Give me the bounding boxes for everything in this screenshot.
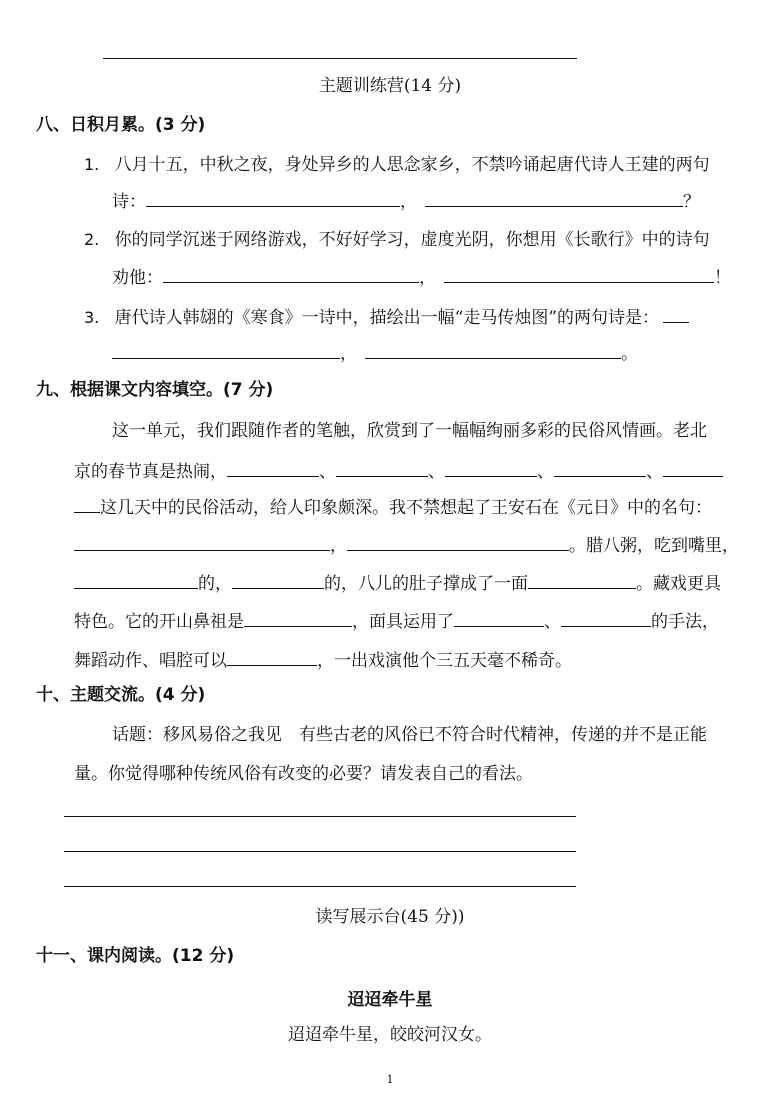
s9-blank-6[interactable] — [74, 532, 330, 551]
s9-line7-a: 舞蹈动作、唱腔可以 — [74, 651, 227, 671]
q3-sep: ， — [340, 344, 357, 364]
q3-end: 。 — [621, 344, 638, 364]
q1-number: 1. — [84, 155, 100, 174]
s9-dun-4: 、 — [646, 462, 663, 482]
s9-line2-prefix: 京的春节真是热闹， — [74, 462, 227, 482]
q2-prefix: 劝他： — [112, 268, 163, 288]
q2-blank-2[interactable] — [444, 264, 714, 283]
q3-blank-1[interactable] — [112, 340, 340, 359]
poem-line-1: 迢迢牵牛星，皎皎河汉女。 — [288, 1025, 492, 1045]
section-10-heading: 十、主题交流。(4 分) — [36, 685, 206, 705]
q2-line1 — [84, 228, 710, 252]
s9-blank-3[interactable] — [445, 458, 537, 477]
s9-blank-5a[interactable] — [663, 458, 723, 477]
s9-line5-b: 的，八儿的肚子撑成了一面 — [324, 574, 528, 594]
s9-blank-10[interactable] — [528, 570, 636, 589]
q2-end: ！ — [714, 268, 731, 288]
q1-blank-1[interactable] — [146, 188, 400, 207]
s10-line1: 话题：移风易俗之我见 有些古老的风俗已不符合时代精神，传递的并不是正能 — [112, 725, 707, 745]
q3-line1 — [84, 304, 689, 330]
q2-number: 2. — [84, 230, 100, 249]
s9-blank-8[interactable] — [74, 570, 198, 589]
s9-line6-a: 特色。它的开山鼻祖是 — [74, 612, 244, 632]
q3-text: 唐代诗人韩翃的《寒食》一诗中，描绘出一幅“走马传烛图”的两句诗是： — [114, 308, 660, 328]
q1-blank-2[interactable] — [425, 188, 683, 207]
q1-line2 — [112, 188, 700, 214]
s9-dun-1: 、 — [319, 462, 336, 482]
q1-end: ？ — [683, 192, 700, 212]
s10-line2: 量。你觉得哪种传统风俗有改变的必要？请发表自己的看法。 — [74, 764, 533, 784]
q3-number: 3. — [84, 308, 100, 327]
q1-line1 — [84, 153, 710, 177]
s9-line5-a: 的， — [198, 574, 232, 594]
s9-line3-text: 这几天中的民俗活动，给人印象颇深。我不禁想起了王安石在《元日》中的名句： — [100, 498, 712, 518]
answer-line-1[interactable] — [64, 816, 576, 817]
s9-line5 — [74, 570, 721, 596]
s9-blank-1[interactable] — [227, 458, 319, 477]
q1-prefix: 诗： — [112, 192, 146, 212]
q3-blank-2[interactable] — [365, 340, 621, 359]
section-8-heading: 八、日积月累。(3 分) — [36, 115, 206, 135]
s9-blank-5b[interactable] — [74, 494, 100, 513]
section-9-heading: 九、根据课文内容填空。(7 分) — [36, 380, 274, 400]
theme-training-title: 主题训练营(14 分) — [318, 76, 462, 96]
s9-dun-3: 、 — [537, 462, 554, 482]
s9-blank-2[interactable] — [336, 458, 428, 477]
s9-line6 — [74, 608, 719, 634]
q2-line2 — [112, 264, 731, 290]
q3-line2 — [112, 340, 638, 366]
s9-line2 — [74, 458, 723, 484]
s9-blank-7[interactable] — [347, 532, 569, 551]
s9-line7-b: ，一出戏演他个三五天毫不稀奇。 — [317, 651, 572, 671]
s9-blank-14[interactable] — [227, 647, 317, 666]
s9-line6-d: 的手法， — [651, 612, 719, 632]
section-11-heading: 十一、课内阅读。(12 分) — [36, 946, 235, 966]
page-number: 1 — [386, 1073, 394, 1086]
s9-line5-c: 。藏戏更具 — [636, 574, 721, 594]
q1-sep: ， — [400, 192, 417, 212]
poem-title: 迢迢牵牛星 — [347, 990, 433, 1010]
s9-line4-sep: ， — [330, 536, 347, 556]
s9-blank-13[interactable] — [561, 608, 651, 627]
s9-blank-11[interactable] — [244, 608, 352, 627]
q2-sep: ， — [419, 268, 436, 288]
s9-line4-text: 。腊八粥，吃到嘴里， — [569, 536, 739, 556]
s9-line4 — [74, 532, 739, 558]
s9-blank-9[interactable] — [232, 570, 324, 589]
q3-blank-0[interactable] — [663, 304, 689, 323]
answer-line-3[interactable] — [64, 886, 576, 887]
s9-blank-4[interactable] — [554, 458, 646, 477]
s9-line7 — [74, 647, 572, 673]
answer-line-2[interactable] — [64, 851, 576, 852]
s9-line1: 这一单元，我们跟随作者的笔触，欣赏到了一幅幅绚丽多彩的民俗风情画。老北 — [112, 421, 707, 441]
q2-text: 你的同学沉迷于网络游戏，不好好学习，虚度光阴，你想用《长歌行》中的诗句 — [114, 230, 710, 250]
answer-line-top — [103, 58, 577, 59]
s9-line6-c: 、 — [544, 612, 561, 632]
reading-title: 读写展示台(45 分)) — [315, 907, 465, 927]
s9-line6-b: ，面具运用了 — [352, 612, 454, 632]
q2-blank-1[interactable] — [163, 264, 419, 283]
s9-blank-12[interactable] — [454, 608, 544, 627]
s9-dun-2: 、 — [428, 462, 445, 482]
q1-text: 八月十五，中秋之夜，身处异乡的人思念家乡，不禁吟诵起唐代诗人王建的两句 — [114, 155, 710, 175]
s9-line3 — [74, 494, 712, 520]
